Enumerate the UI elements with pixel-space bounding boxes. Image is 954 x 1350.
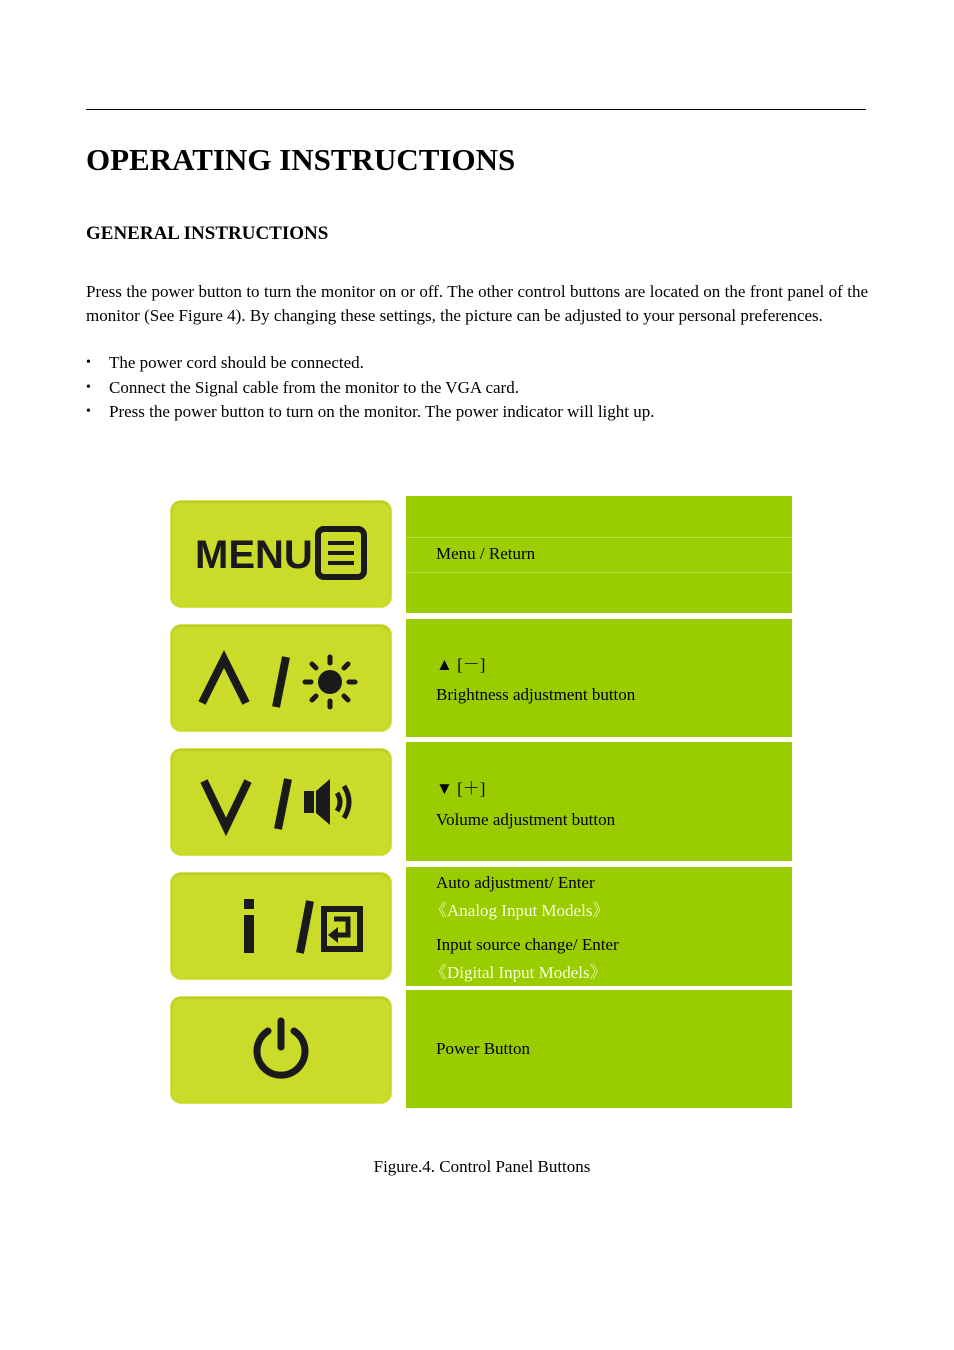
menu-description <box>406 496 792 613</box>
button-description-text: Input source change/ Enter <box>436 935 619 954</box>
figure-caption: Figure.4. Control Panel Buttons <box>373 1157 591 1176</box>
list-item: • Connect the Signal cable from the monitor to the VGA card. <box>86 376 655 401</box>
power-button-tile <box>171 997 391 1103</box>
list-item: • Press the power button to turn on the monitor. The power indicator will light up. <box>86 400 655 425</box>
button-key-text: ▼ [＋] <box>436 779 486 798</box>
info-input-icon <box>196 891 366 961</box>
button-description-text: Power Button <box>436 1039 530 1058</box>
menu-icon <box>191 524 371 584</box>
list-item: • The power cord should be connected. <box>86 351 655 376</box>
page-title: OPERATING INSTRUCTIONS <box>86 142 516 177</box>
model-note-text: 《Digital Input Models》 <box>430 963 607 982</box>
menu-button-tile <box>171 501 391 607</box>
instruction-list <box>86 351 655 425</box>
intro-paragraph: Press the power button to turn the monitor on or off. The other control buttons are located on the front panel of the monitor (See Figure 4). By changing these settings, the picture can be adjusted to your personal preferences. <box>86 282 868 325</box>
input-description <box>406 867 792 986</box>
button-description-text: Volume adjustment button <box>436 810 616 829</box>
button-key-text: ▲ [－] <box>436 655 486 674</box>
button-description-text: Brightness adjustment button <box>436 685 636 704</box>
button-description-text: Menu / Return <box>436 544 536 563</box>
down-volume-icon <box>196 767 366 837</box>
volume-description <box>406 742 792 861</box>
brightness-button-tile <box>171 625 391 731</box>
input-button-tile <box>171 873 391 979</box>
brightness-description <box>406 619 792 737</box>
button-description-text: Auto adjustment/ Enter <box>436 873 595 892</box>
model-note-text: 《Analog Input Models》 <box>430 901 610 920</box>
power-description <box>406 990 792 1108</box>
menu-icon-label: MENU <box>195 533 313 577</box>
up-brightness-icon <box>196 643 366 713</box>
volume-button-tile <box>171 749 391 855</box>
section-title: GENERAL INSTRUCTIONS <box>86 223 329 244</box>
power-icon <box>246 1015 316 1085</box>
header-rule <box>86 109 866 110</box>
